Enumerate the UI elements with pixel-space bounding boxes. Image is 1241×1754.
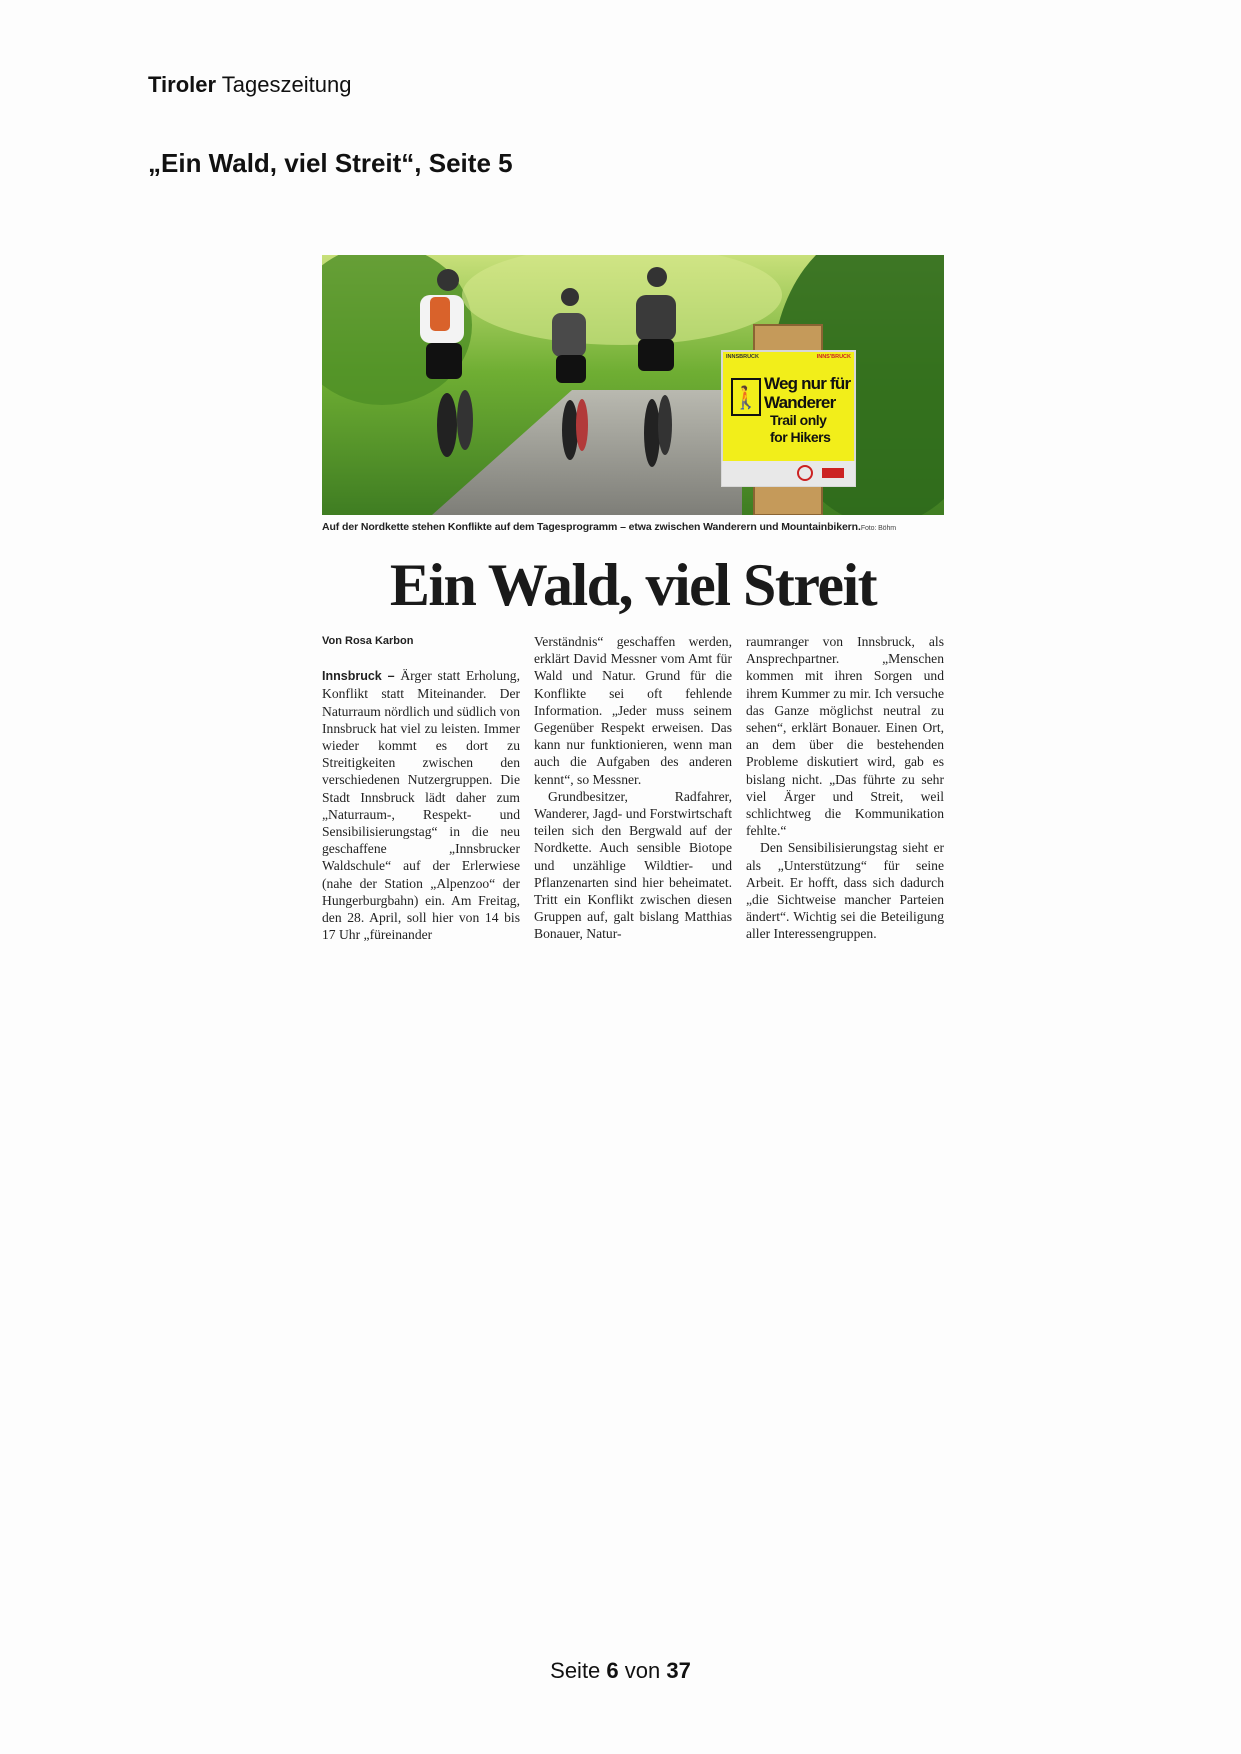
hiking-sign (726, 354, 851, 446)
column-2-paragraph-1: Verständnis“ geschaffen werden, erklärt David Messner vom Amt für Wald und Natur. Grund für die Konflikte sei oft fehlende Information. „Jeder muss seinem Gegenüber Respekt erweisen. Das kann nur funktionieren, wenn man auch die Aufgaben des anderen kennt“, so Messner. (534, 634, 732, 787)
page-footer (0, 1658, 1241, 1684)
publication-name-bold: Tiroler (148, 72, 217, 97)
sign-text-en-1: Trail only (770, 412, 827, 428)
hiker-pictogram-icon: 🚶 (732, 386, 760, 411)
article-reference: „Ein Wald, viel Streit“, Seite 5 (148, 148, 513, 178)
column-3-paragraph-2: Den Sensibilisierungstag sieht er als „Unterstützung“ für seine Arbeit. Er hofft, dass sich dadurch „die Sichtweise mancher Parteien ändert“. Wichtig sei die Beteiligung aller Interessengruppen. (746, 840, 944, 942)
total-page-count: 37 (666, 1658, 691, 1683)
article-photo (322, 255, 944, 515)
byline: Von Rosa Karbon (322, 635, 414, 647)
sign-text-en-2: for Hikers (770, 429, 831, 445)
article-headline: Ein Wald, viel Streit (389, 552, 877, 618)
article-body (322, 633, 944, 943)
article-column-3 (746, 633, 944, 943)
photo-caption (322, 521, 944, 533)
current-page-number: 6 (606, 1658, 619, 1683)
column-1-text: Ärger statt Erholung, Konflikt statt Miteinander. Der Naturraum nördlich und südlich von Innsbruck hat viel zu leisten. Immer wieder kommt es dort zu Streitigkeiten zwischen den verschiedenen Nutzergruppen. Die Stadt Innsbruck lädt daher zum „Naturraum-, Respekt- und Sensibilisierungstag“ in die neu geschaffene „Innsbrucker Waldschule“ auf der Erlerwiese (nahe der Station „Alpenzoo“ der Hungerburgbahn) ein. Am Freitag, den 28. April, soll hier von 14 bis 17 Uhr „füreinander (322, 668, 520, 943)
column-2-paragraph-2: Grundbesitzer, Radfahrer, Wanderer, Jagd- und Forstwirtschaft teilen sich den Bergwald auf der Nordkette. Auch sensible Biotope und unzählige Wildtier- und Pflanzenarten sind hier beheimatet. Tritt ein Konflikt zwischen diesen Gruppen auf, galt bislang Matthias Bonauer, Natur- (534, 788, 732, 942)
photo-credit: Foto: Böhm (860, 525, 896, 532)
footer-prefix: Seite (550, 1658, 607, 1683)
newspaper-clipping (322, 255, 944, 943)
article-column-1 (322, 633, 520, 943)
caption-text: Auf der Nordkette stehen Konflikte auf dem Tagesprogramm – etwa zwischen Wanderern und Mountainbikern. (322, 521, 861, 533)
publication-name-rest: Tageszeitung (216, 72, 352, 97)
sign-logo-left: INNSBRUCK (726, 354, 759, 360)
article-column-2 (534, 633, 732, 943)
sign-text-de-1: Weg nur für (764, 374, 851, 393)
sign-logo-right: INNS'BRUCK (816, 354, 851, 360)
dateline: Innsbruck – (322, 669, 395, 684)
publication-name (148, 72, 351, 98)
footer-middle: von (618, 1658, 667, 1683)
column-3-paragraph-1: raumranger von Innsbruck, als Ansprechpartner. „Menschen kommen mit ihren Sorgen und ihrem Kummer zu mir. Ich versuche das Ganze möglichst neutral zu sehen“, erklärt Bonauer. Einen Ort, an dem über die bestehenden Probleme diskutiert wird, gab es bislang nicht. „Das führte zu sehr viel Ärger und Streit, weil schlichtweg die Kommunikation fehlte.“ (746, 634, 944, 839)
sign-text-de-2: Wanderer (764, 393, 836, 412)
